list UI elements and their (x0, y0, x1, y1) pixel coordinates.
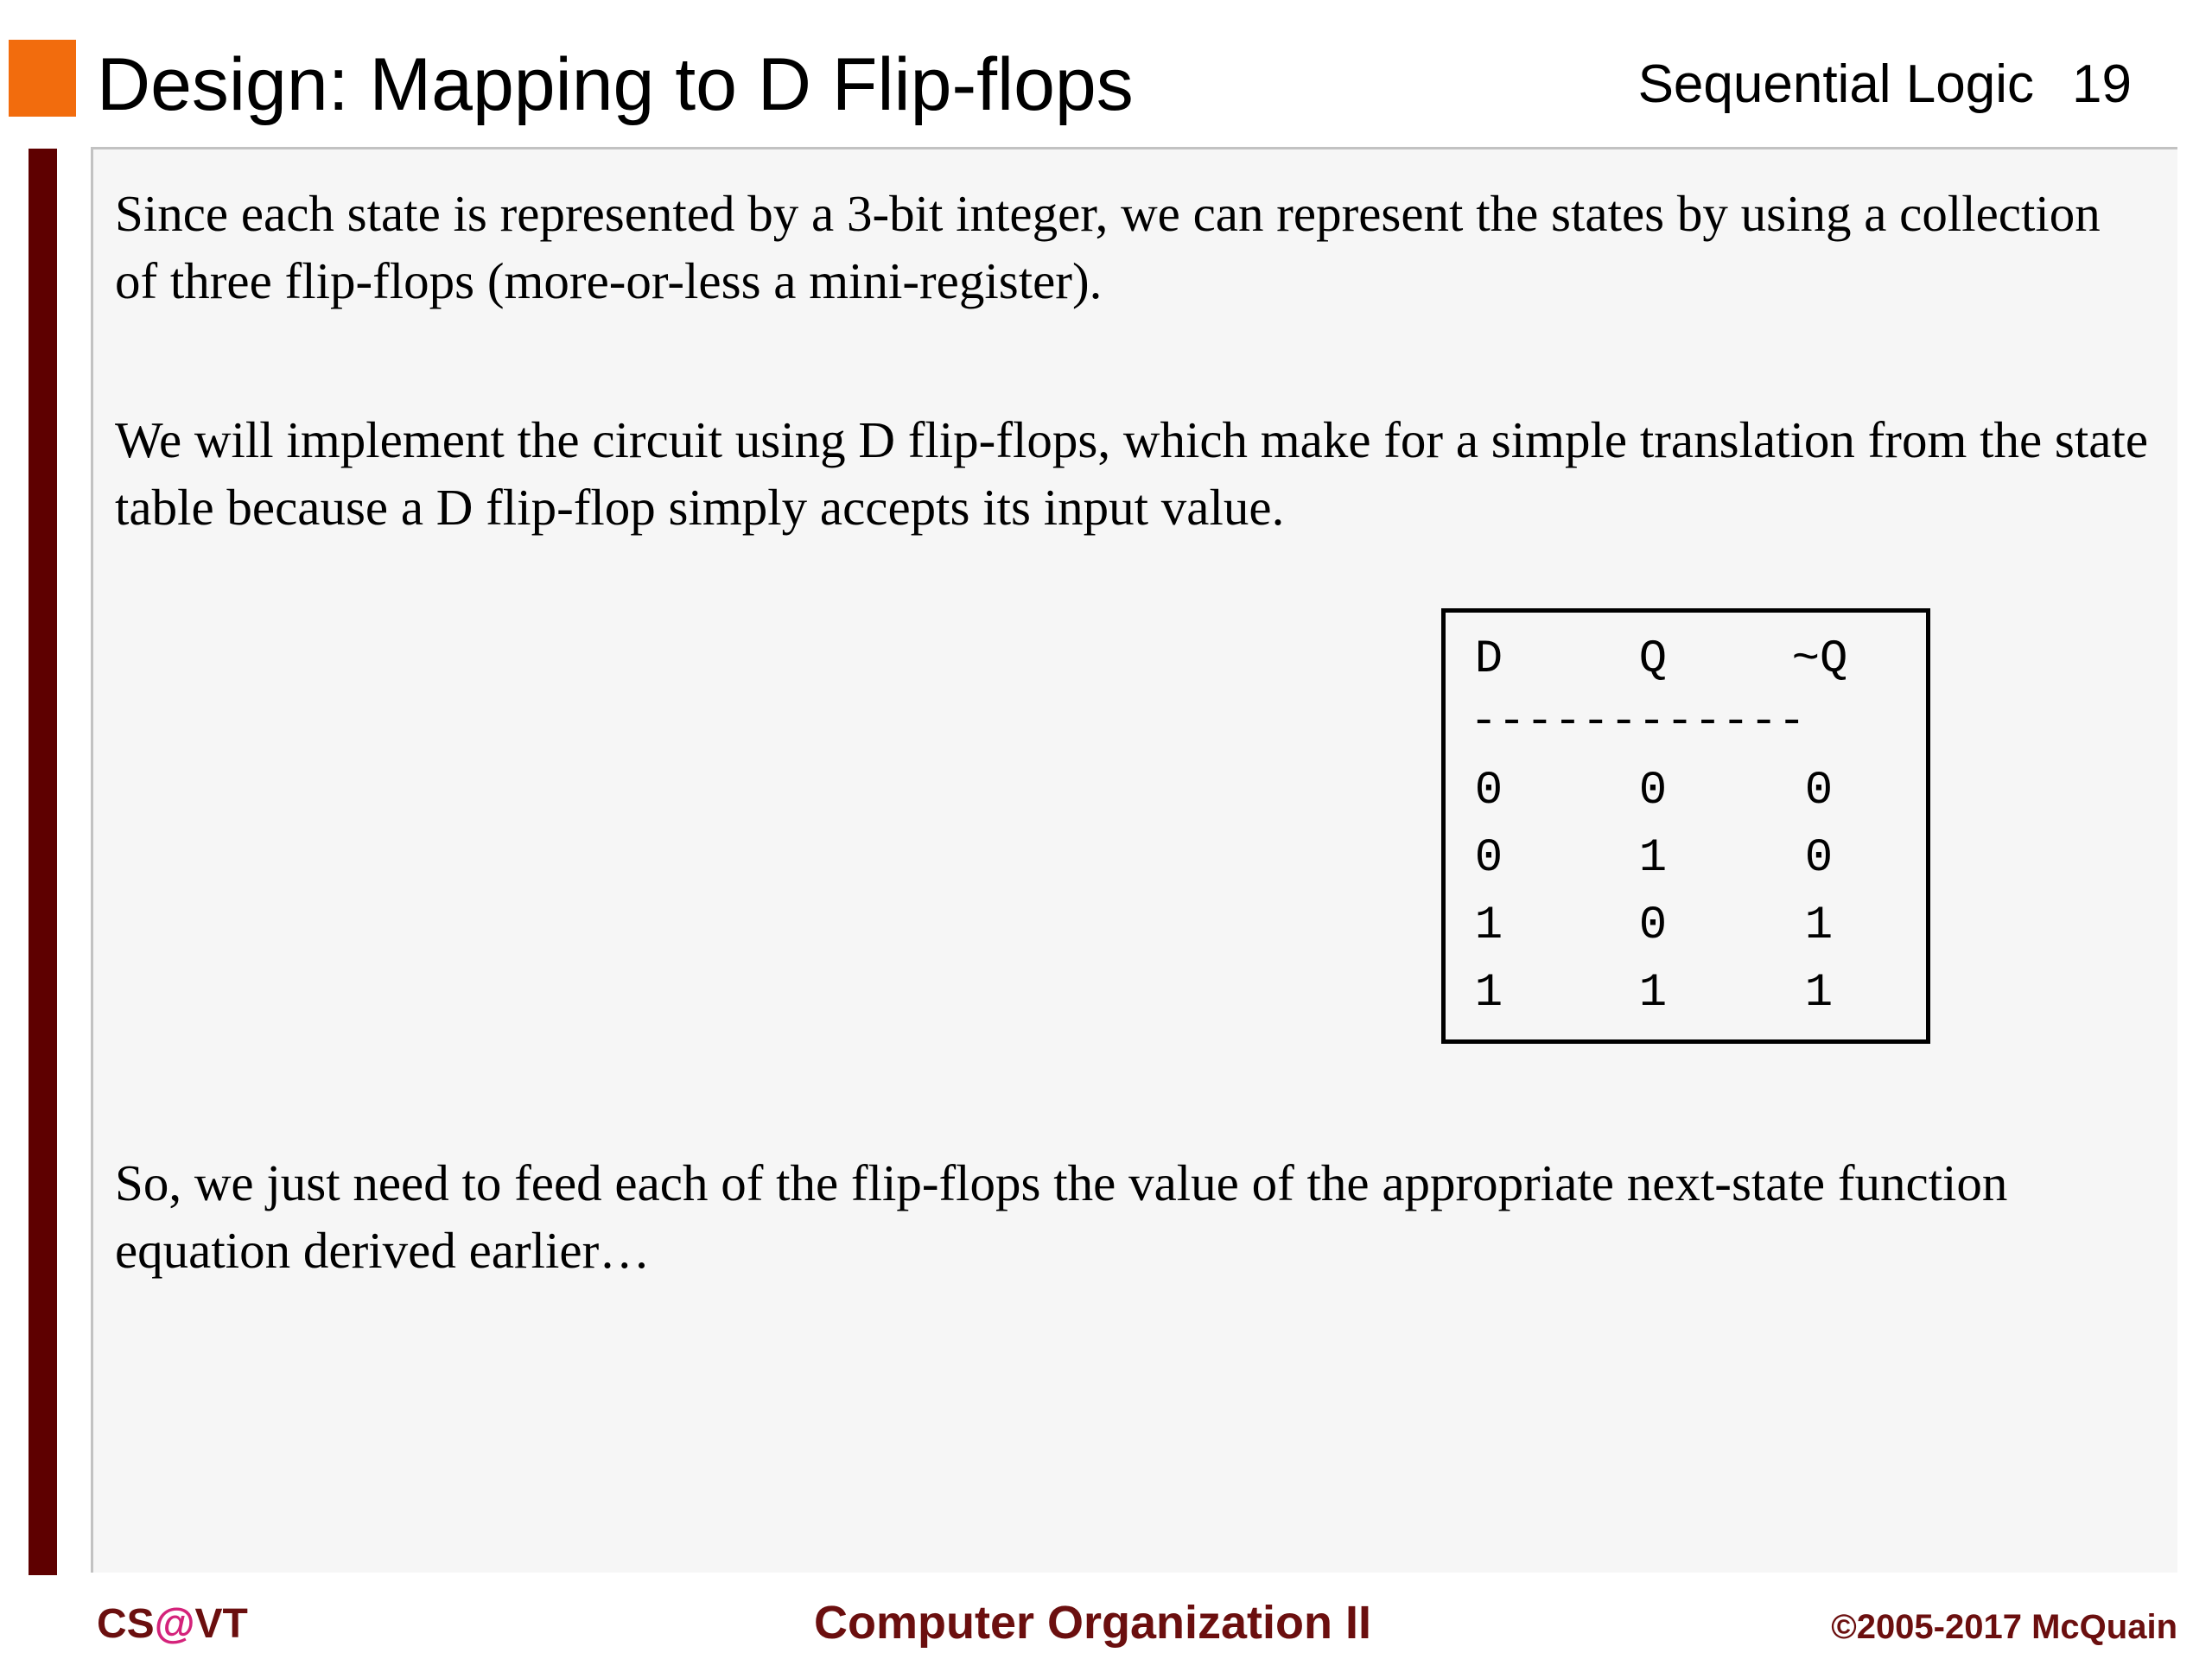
table-cell: 0 (1638, 765, 1668, 817)
table-cell: 1 (1474, 967, 1503, 1020)
paragraph-text: We will implement the circuit using D flip-flops, which make for a simple translation from the state table because a D flip-flop simply accepts its input value. (115, 411, 2149, 536)
footer-copyright: ©2005-2017 McQuain (1831, 1608, 2177, 1646)
table-header-q: Q (1638, 633, 1668, 686)
slide-title: Design: Mapping to D Flip-flops (97, 43, 1134, 126)
page-number: 19 (2072, 54, 2132, 114)
title-accent-square (9, 40, 76, 117)
table-header-d: D (1474, 633, 1503, 686)
footer-course-title: Computer Organization II (814, 1597, 1372, 1649)
paragraph-next-state (115, 1149, 2154, 1284)
paragraph-text: So, we just need to feed each of the flip-flops the value of the appropriate next-state function equation derived earlier… (115, 1154, 2008, 1279)
paragraph-d-flip-flop (115, 406, 2154, 541)
table-cell: 1 (1804, 899, 1834, 952)
table-cell: 0 (1474, 765, 1503, 817)
left-accent-bar (29, 149, 57, 1575)
slide-header-info (1638, 50, 2132, 119)
table-cell: 0 (1638, 899, 1668, 952)
table-divider: ------------ (1470, 696, 1806, 748)
table-header-not-q: ~Q (1791, 633, 1848, 686)
footer-vt: VT (194, 1601, 248, 1647)
table-cell: 1 (1638, 967, 1668, 1020)
table-cell: 1 (1804, 967, 1834, 1020)
table-cell: 0 (1804, 765, 1834, 817)
table-cell: 1 (1474, 899, 1503, 952)
footer-cs: CS (97, 1601, 155, 1647)
table-cell: 0 (1474, 832, 1503, 885)
section-name: Sequential Logic (1637, 54, 2035, 114)
footer-at-sign: @ (154, 1601, 195, 1647)
table-cell: 0 (1804, 832, 1834, 885)
d-flip-flop-truth-table (1441, 608, 1930, 1044)
paragraph-flip-flop-collection (115, 180, 2154, 315)
paragraph-text: Since each state is represented by a 3-bit integer, we can represent the states by using a collection of three flip-flops (more-or-less a mini-register). (115, 185, 2101, 309)
footer-course-site (97, 1599, 248, 1650)
table-cell: 1 (1638, 832, 1668, 885)
